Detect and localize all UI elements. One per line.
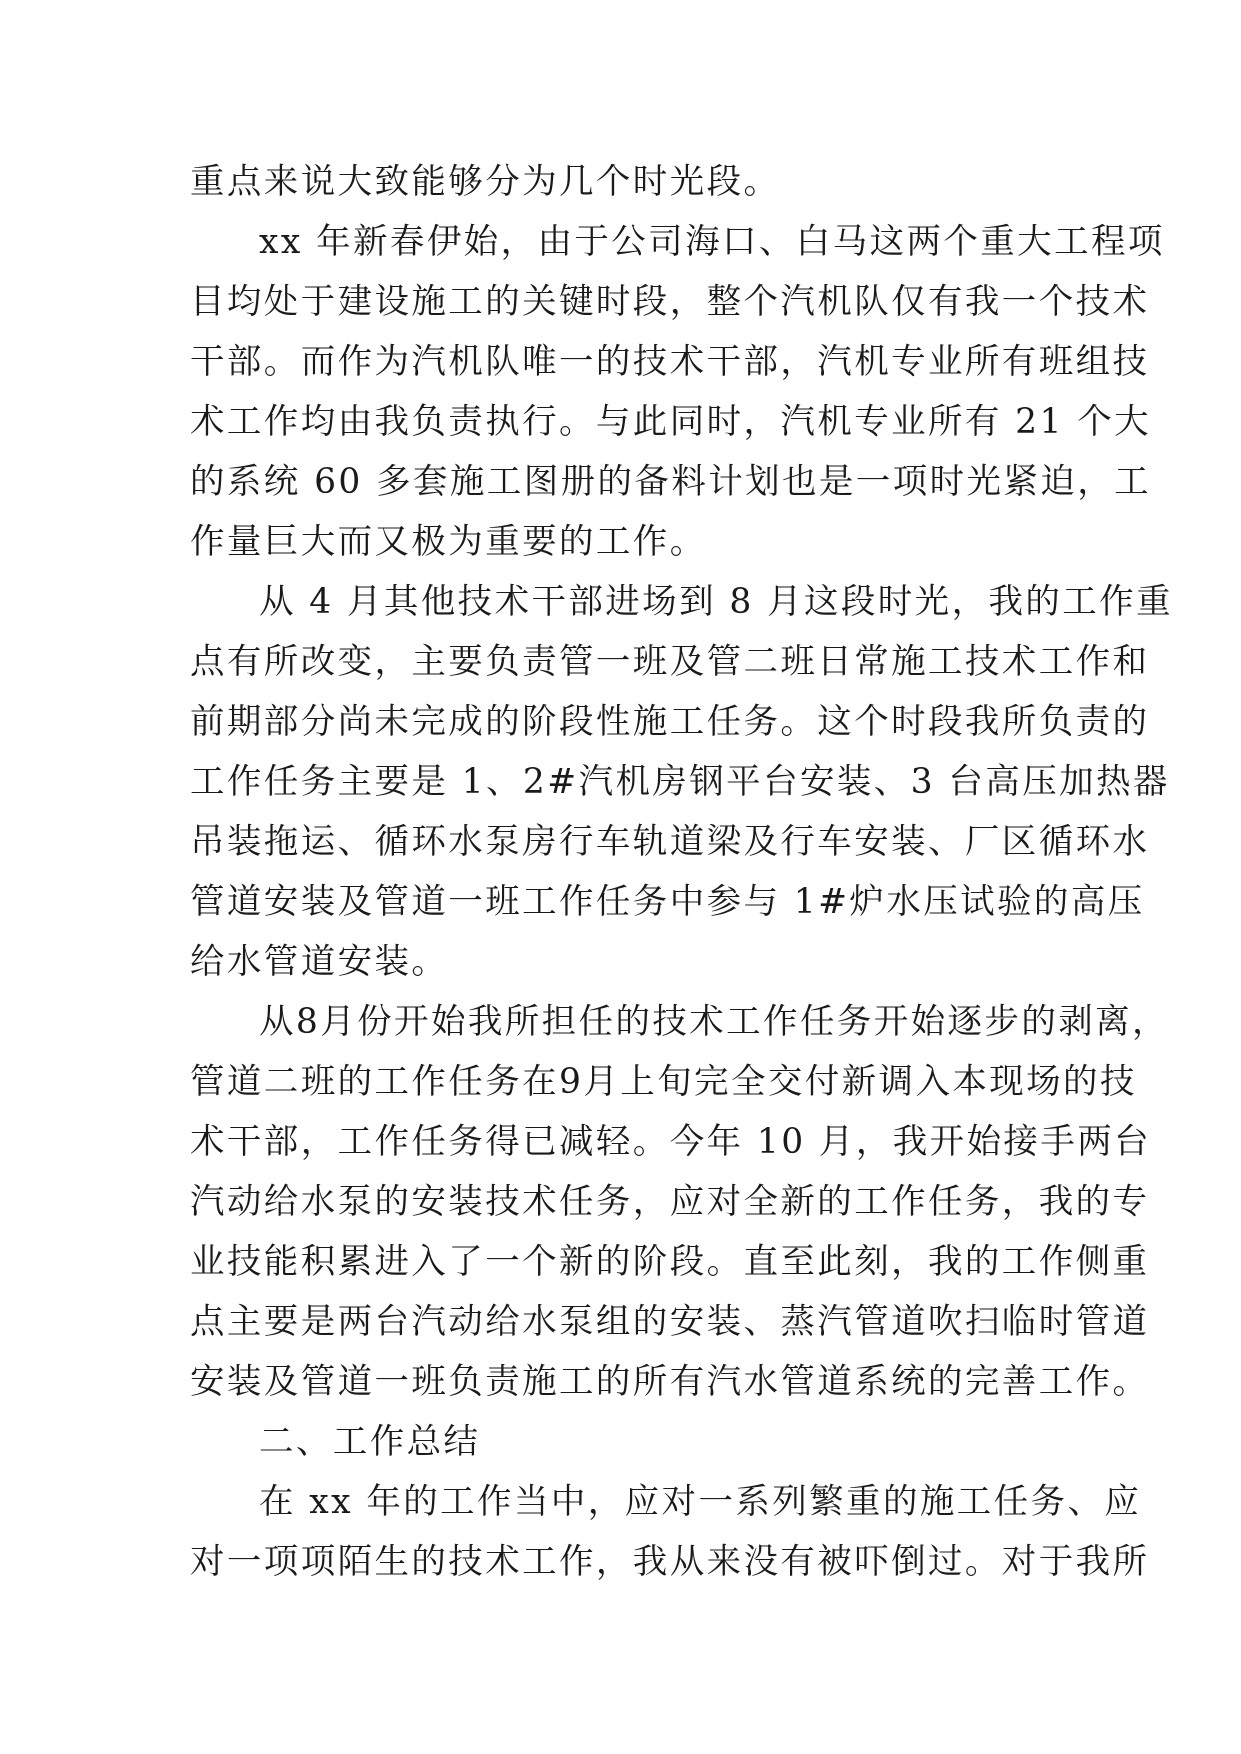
text-line: 安装及管道一班负责施工的所有汽水管道系统的完善工作。 — [190, 1362, 1150, 1402]
text-line: 点有所改变，主要负责管一班及管二班日常施工技术工作和 — [190, 642, 1150, 682]
text-line: 术干部，工作任务得已减轻。今年 10 月，我开始接手两台 — [190, 1122, 1152, 1162]
text-line: 吊装拖运、循环水泵房行车轨道梁及行车安装、厂区循环水 — [190, 822, 1150, 862]
text-line: 点主要是两台汽动给水泵组的安装、蒸汽管道吹扫临时管道 — [190, 1302, 1150, 1342]
section-heading: 二、工作总结 — [259, 1422, 481, 1462]
text-line: 前期部分尚未完成的阶段性施工任务。这个时段我所负责的 — [190, 702, 1150, 742]
document-body — [190, 152, 1173, 1592]
text-line: 干部。而作为汽机队唯一的技术干部，汽机专业所有班组技 — [190, 342, 1150, 382]
text-line: 工作任务主要是 1、2#汽机房钢平台安装、3 台高压加热器 — [190, 762, 1170, 802]
text-line: 给水管道安装。 — [190, 942, 449, 982]
text-line: 术工作均由我负责执行。与此同时，汽机专业所有 21 个大 — [190, 402, 1152, 442]
paragraph-start-line: xx 年新春伊始，由于公司海口、白马这两个重大工程项 — [259, 222, 1165, 262]
text-line: 对一项项陌生的技术工作，我从来没有被吓倒过。对于我所 — [190, 1542, 1150, 1582]
paragraph-start-line: 从 4 月其他技术干部进场到 8 月这段时光，我的工作重 — [259, 582, 1173, 622]
paragraph-start-line: 在 xx 年的工作当中，应对一系列繁重的施工任务、应 — [259, 1482, 1142, 1522]
text-line: 重点来说大致能够分为几个时光段。 — [190, 162, 781, 202]
text-line: 目均处于建设施工的关键时段，整个汽机队仅有我一个技术 — [190, 282, 1150, 322]
paragraph-start-line: 从8月份开始我所担任的技术工作任务开始逐步的剥离， — [259, 1002, 1169, 1042]
text-line: 业技能积累进入了一个新的阶段。直至此刻，我的工作侧重 — [190, 1242, 1150, 1282]
text-line: 管道二班的工作任务在9月上旬完全交付新调入本现场的技 — [190, 1062, 1137, 1102]
text-line: 汽动给水泵的安装技术任务，应对全新的工作任务，我的专 — [190, 1182, 1150, 1222]
text-line: 管道安装及管道一班工作任务中参与 1#炉水压试验的高压 — [190, 882, 1145, 922]
text-line: 作量巨大而又极为重要的工作。 — [190, 522, 707, 562]
text-line: 的系统 60 多套施工图册的备料计划也是一项时光紧迫，工 — [190, 462, 1152, 502]
